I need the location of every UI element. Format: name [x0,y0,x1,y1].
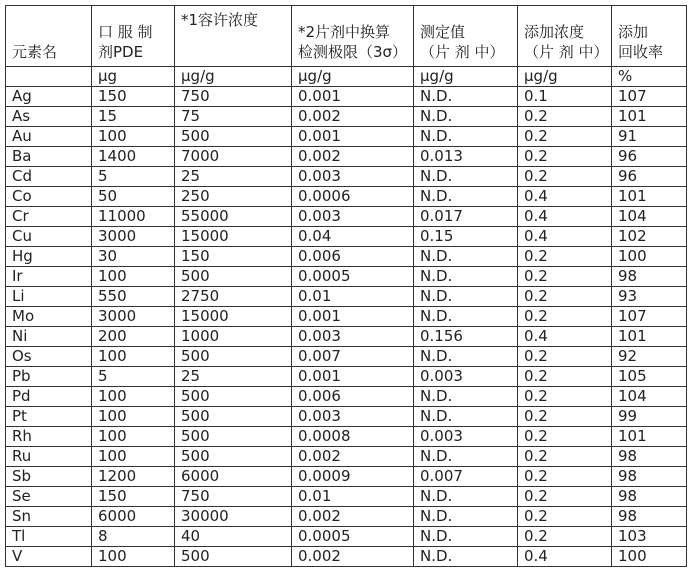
allowable-conc-cell: 75 [175,107,292,127]
detection-limit-cell: 0.003 [292,407,414,427]
spike-conc-cell: 0.2 [518,167,612,187]
unit-cell: μg/g [175,67,292,87]
table-row [6,247,687,267]
table-row [6,107,687,127]
spike-conc-cell: 0.2 [518,367,612,387]
pde-cell: 30 [92,247,175,267]
measured-cell: N.D. [414,547,518,567]
element-cell: Hg [6,247,92,267]
pde-cell: 1400 [92,147,175,167]
measured-cell: N.D. [414,287,518,307]
element-cell: Cd [6,167,92,187]
element-cell: Pt [6,407,92,427]
recovery-cell: 102 [612,227,687,247]
allowable-conc-cell: 40 [175,527,292,547]
detection-limit-cell: 0.002 [292,447,414,467]
table-row [6,427,687,447]
allowable-conc-cell: 500 [175,267,292,287]
allowable-conc-cell: 1000 [175,327,292,347]
pde-cell: 5 [92,367,175,387]
allowable-conc-cell: 750 [175,87,292,107]
table-row [6,347,687,367]
measured-cell: 0.003 [414,427,518,447]
detection-limit-cell: 0.0005 [292,527,414,547]
detection-limit-cell: 0.002 [292,507,414,527]
element-cell: Ir [6,267,92,287]
element-cell: Os [6,347,92,367]
table-row [6,167,687,187]
header-recovery: 添加 回收率 [612,6,687,67]
detection-limit-cell: 0.003 [292,167,414,187]
spike-conc-cell: 0.1 [518,87,612,107]
spike-conc-cell: 0.2 [518,487,612,507]
pde-cell: 50 [92,187,175,207]
recovery-cell: 101 [612,107,687,127]
spike-conc-cell: 0.4 [518,187,612,207]
measured-cell: N.D. [414,267,518,287]
unit-cell: μg/g [518,67,612,87]
measured-cell: N.D. [414,347,518,367]
detection-limit-cell: 0.0006 [292,187,414,207]
spike-conc-cell: 0.2 [518,527,612,547]
pde-cell: 6000 [92,507,175,527]
recovery-cell: 101 [612,427,687,447]
spike-conc-cell: 0.2 [518,287,612,307]
allowable-conc-cell: 2750 [175,287,292,307]
allowable-conc-cell: 15000 [175,227,292,247]
detection-limit-cell: 0.002 [292,147,414,167]
recovery-cell: 101 [612,327,687,347]
spike-conc-cell: 0.2 [518,107,612,127]
allowable-conc-cell: 500 [175,407,292,427]
allowable-conc-cell: 500 [175,127,292,147]
recovery-cell: 98 [612,467,687,487]
measured-cell: 0.156 [414,327,518,347]
allowable-conc-cell: 7000 [175,147,292,167]
spike-conc-cell: 0.2 [518,447,612,467]
recovery-cell: 107 [612,87,687,107]
measured-cell: N.D. [414,167,518,187]
spike-conc-cell: 0.2 [518,347,612,367]
detection-limit-cell: 0.002 [292,107,414,127]
detection-limit-cell: 0.001 [292,127,414,147]
data-table [5,5,687,567]
allowable-conc-cell: 6000 [175,467,292,487]
allowable-conc-cell: 500 [175,547,292,567]
pde-cell: 150 [92,487,175,507]
allowable-conc-cell: 15000 [175,307,292,327]
allowable-conc-cell: 250 [175,187,292,207]
table-row [6,407,687,427]
recovery-cell: 98 [612,487,687,507]
pde-cell: 15 [92,107,175,127]
measured-cell: N.D. [414,527,518,547]
unit-cell: μg/g [292,67,414,87]
recovery-cell: 92 [612,347,687,367]
element-cell: Ni [6,327,92,347]
recovery-cell: 93 [612,287,687,307]
recovery-cell: 103 [612,527,687,547]
table-body [6,87,687,567]
table-row [6,87,687,107]
allowable-conc-cell: 150 [175,247,292,267]
pde-cell: 100 [92,127,175,147]
spike-conc-cell: 0.2 [518,427,612,447]
element-cell: Co [6,187,92,207]
unit-cell [6,67,92,87]
detection-limit-cell: 0.04 [292,227,414,247]
pde-cell: 100 [92,407,175,427]
element-cell: Mo [6,307,92,327]
measured-cell: N.D. [414,247,518,267]
recovery-cell: 96 [612,147,687,167]
detection-limit-cell: 0.0009 [292,467,414,487]
recovery-cell: 96 [612,167,687,187]
measured-cell: N.D. [414,187,518,207]
table-row [6,527,687,547]
allowable-conc-cell: 25 [175,167,292,187]
recovery-cell: 98 [612,507,687,527]
pde-cell: 8 [92,527,175,547]
element-cell: Tl [6,527,92,547]
table-row [6,387,687,407]
detection-limit-cell: 0.001 [292,307,414,327]
spike-conc-cell: 0.2 [518,307,612,327]
detection-limit-cell: 0.0005 [292,267,414,287]
element-cell: V [6,547,92,567]
measured-cell: N.D. [414,307,518,327]
recovery-cell: 101 [612,187,687,207]
header-measured: 测定值 （片 剂 中） [414,6,518,67]
measured-cell: N.D. [414,507,518,527]
pde-cell: 3000 [92,227,175,247]
recovery-cell: 104 [612,207,687,227]
element-cell: Li [6,287,92,307]
spike-conc-cell: 0.2 [518,467,612,487]
pde-cell: 100 [92,267,175,287]
recovery-cell: 99 [612,407,687,427]
measured-cell: N.D. [414,387,518,407]
measured-cell: 0.003 [414,367,518,387]
measured-cell: N.D. [414,487,518,507]
detection-limit-cell: 0.006 [292,247,414,267]
table-row [6,187,687,207]
detection-limit-cell: 0.003 [292,207,414,227]
table-row [6,327,687,347]
element-cell: Rh [6,427,92,447]
table-row [6,367,687,387]
measured-cell: N.D. [414,407,518,427]
pde-cell: 100 [92,547,175,567]
recovery-cell: 105 [612,367,687,387]
pde-cell: 550 [92,287,175,307]
allowable-conc-cell: 30000 [175,507,292,527]
recovery-cell: 91 [612,127,687,147]
detection-limit-cell: 0.007 [292,347,414,367]
detection-limit-cell: 0.0008 [292,427,414,447]
detection-limit-cell: 0.006 [292,387,414,407]
spike-conc-cell: 0.2 [518,507,612,527]
table-row [6,287,687,307]
element-cell: Se [6,487,92,507]
spike-conc-cell: 0.2 [518,247,612,267]
table-row [6,227,687,247]
allowable-conc-cell: 750 [175,487,292,507]
spike-conc-cell: 0.4 [518,227,612,247]
pde-cell: 100 [92,387,175,407]
allowable-conc-cell: 500 [175,427,292,447]
detection-limit-cell: 0.002 [292,547,414,567]
units-row [6,67,687,87]
spike-conc-cell: 0.4 [518,207,612,227]
table-row [6,307,687,327]
table-row [6,207,687,227]
header-pde: 口 服 制 剂PDE [92,6,175,67]
measured-cell: N.D. [414,447,518,467]
element-cell: Ag [6,87,92,107]
unit-cell: % [612,67,687,87]
spike-conc-cell: 0.2 [518,147,612,167]
table-row [6,147,687,167]
table-row [6,547,687,567]
detection-limit-cell: 0.001 [292,87,414,107]
measured-cell: N.D. [414,107,518,127]
unit-cell: μg/g [414,67,518,87]
measured-cell: 0.007 [414,467,518,487]
table-row [6,267,687,287]
element-cell: As [6,107,92,127]
element-cell: Sn [6,507,92,527]
spike-conc-cell: 0.2 [518,127,612,147]
unit-cell: μg [92,67,175,87]
header-detection-limit: *2片剂中换算 检测极限（3σ） [292,6,414,67]
measured-cell: 0.017 [414,207,518,227]
spike-conc-cell: 0.4 [518,547,612,567]
measured-cell: N.D. [414,87,518,107]
pde-cell: 100 [92,347,175,367]
header-row [6,6,687,67]
recovery-cell: 98 [612,267,687,287]
element-cell: Cr [6,207,92,227]
detection-limit-cell: 0.003 [292,327,414,347]
header-element: 元素名 [6,6,92,67]
recovery-cell: 100 [612,547,687,567]
spike-conc-cell: 0.4 [518,327,612,347]
measured-cell: 0.15 [414,227,518,247]
pde-cell: 150 [92,87,175,107]
pde-cell: 11000 [92,207,175,227]
pde-cell: 1200 [92,467,175,487]
measured-cell: 0.013 [414,147,518,167]
pde-cell: 3000 [92,307,175,327]
recovery-cell: 100 [612,247,687,267]
header-allowable-conc: *1容许浓度 [175,6,292,67]
recovery-cell: 98 [612,447,687,467]
element-cell: Pd [6,387,92,407]
pde-cell: 5 [92,167,175,187]
pde-cell: 200 [92,327,175,347]
element-cell: Sb [6,467,92,487]
table-row [6,487,687,507]
element-cell: Pb [6,367,92,387]
element-cell: Ba [6,147,92,167]
spike-conc-cell: 0.2 [518,407,612,427]
measured-cell: N.D. [414,127,518,147]
allowable-conc-cell: 25 [175,367,292,387]
detection-limit-cell: 0.001 [292,367,414,387]
allowable-conc-cell: 500 [175,387,292,407]
spike-conc-cell: 0.2 [518,387,612,407]
allowable-conc-cell: 500 [175,347,292,367]
table-row [6,127,687,147]
pde-cell: 100 [92,427,175,447]
allowable-conc-cell: 55000 [175,207,292,227]
table-row [6,507,687,527]
pde-cell: 100 [92,447,175,467]
element-cell: Au [6,127,92,147]
element-cell: Ru [6,447,92,467]
element-cell: Cu [6,227,92,247]
header-spike-conc: 添加浓度 （片 剂 中） [518,6,612,67]
spike-conc-cell: 0.2 [518,267,612,287]
table-row [6,467,687,487]
table-row [6,447,687,467]
allowable-conc-cell: 500 [175,447,292,467]
recovery-cell: 107 [612,307,687,327]
detection-limit-cell: 0.01 [292,487,414,507]
recovery-cell: 104 [612,387,687,407]
detection-limit-cell: 0.01 [292,287,414,307]
